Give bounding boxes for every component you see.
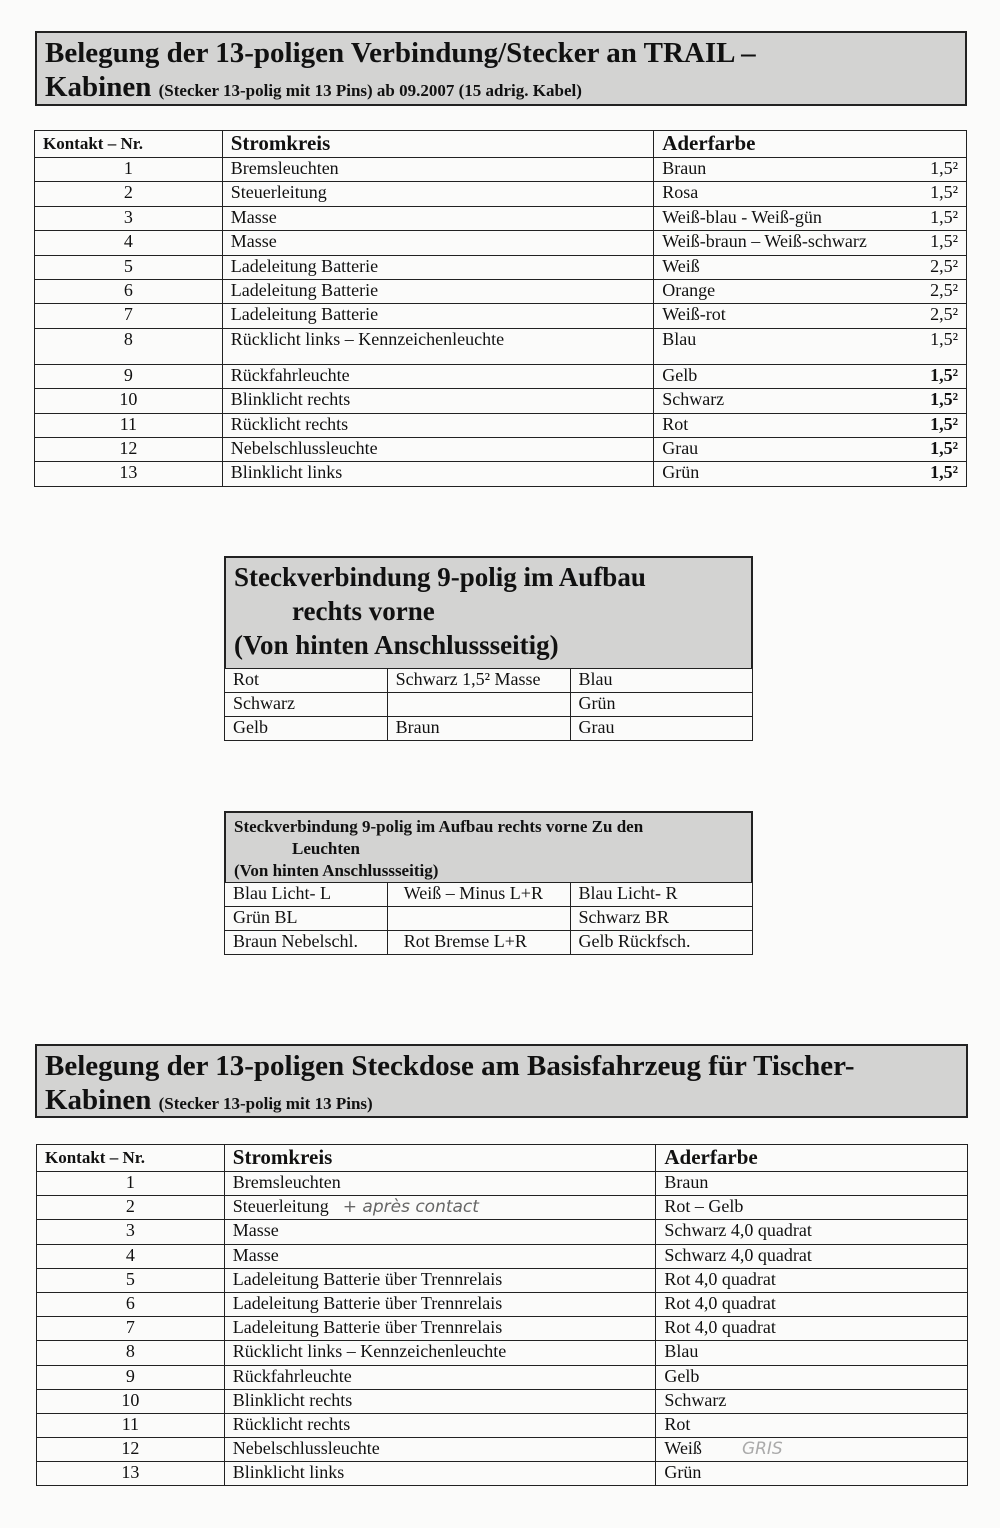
table-row bbox=[35, 462, 967, 486]
table-row bbox=[37, 1317, 968, 1341]
querschnitt-value: 1,5² bbox=[930, 182, 958, 203]
header-kontakt: Kontakt – Nr. bbox=[35, 131, 223, 158]
aderfarbe-cell bbox=[656, 1268, 968, 1292]
table-row bbox=[37, 1365, 968, 1389]
section4-title: Belegung der 13-poligen Steckdose am Basisfahrzeug für Tischer- bbox=[45, 1050, 855, 1082]
table-row bbox=[37, 1438, 968, 1462]
aderfarbe-value: Rosa bbox=[662, 182, 699, 203]
kontakt-nr: 10 bbox=[37, 1389, 225, 1413]
querschnitt-value: 1,5² bbox=[930, 158, 958, 178]
stromkreis-cell bbox=[224, 1413, 656, 1437]
stromkreis-value: Rückfahrleuchte bbox=[232, 1365, 352, 1386]
querschnitt-value: 1,5² bbox=[930, 328, 958, 349]
kontakt-nr: 2 bbox=[37, 1196, 225, 1220]
table-row bbox=[37, 1341, 968, 1365]
stromkreis-cell bbox=[224, 1365, 656, 1389]
stromkreis-cell bbox=[224, 1292, 656, 1316]
table-row bbox=[225, 669, 753, 693]
querschnitt-value: 1,5² bbox=[930, 364, 958, 385]
stromkreis-cell: Masse bbox=[222, 206, 653, 230]
aderfarbe-value: Rot bbox=[664, 1413, 691, 1434]
aderfarbe-value: Grün bbox=[662, 462, 700, 483]
section1-subtitle: (Stecker 13-polig mit 13 Pins) ab 09.2007 (15 adrig. Kabel) bbox=[158, 81, 582, 100]
stromkreis-cell bbox=[224, 1317, 656, 1341]
stromkreis-cell: Ladeleitung Batterie bbox=[222, 255, 653, 279]
aderfarbe-value: Weiß-blau - Weiß-gün bbox=[662, 206, 822, 227]
table-row bbox=[35, 437, 967, 461]
table-row bbox=[225, 883, 753, 907]
handwritten-note: + après contact bbox=[342, 1197, 479, 1218]
table-row bbox=[225, 907, 753, 931]
pin-cell: Blau Licht- L bbox=[225, 883, 388, 907]
section1-table bbox=[34, 130, 967, 487]
aderfarbe-cell bbox=[656, 1438, 968, 1462]
aderfarbe-value: Schwarz bbox=[662, 389, 725, 410]
aderfarbe-value: Rot – Gelb bbox=[664, 1196, 744, 1217]
pin-cell: Schwarz 1,5² Masse bbox=[387, 669, 570, 693]
section1-title-line2: Kabinen bbox=[45, 71, 152, 103]
aderfarbe-cell bbox=[654, 462, 967, 486]
pin-cell: Grün BL bbox=[225, 907, 388, 931]
section3 bbox=[224, 811, 753, 955]
aderfarbe-cell bbox=[656, 1317, 968, 1341]
querschnitt-value: 1,5² bbox=[930, 413, 958, 434]
aderfarbe-value: Blau bbox=[664, 1341, 699, 1362]
querschnitt-value: 1,5² bbox=[930, 437, 958, 458]
header-stromkreis: Stromkreis bbox=[222, 131, 653, 158]
pin-cell: Gelb Rückfsch. bbox=[570, 931, 752, 955]
kontakt-nr: 5 bbox=[35, 255, 223, 279]
stromkreis-cell: Rücklicht rechts bbox=[222, 413, 653, 437]
aderfarbe-cell bbox=[654, 304, 967, 328]
section2 bbox=[224, 556, 753, 741]
querschnitt-value: 1,5² bbox=[930, 206, 958, 227]
stromkreis-value: Steuerleitung bbox=[232, 1196, 329, 1217]
table-row bbox=[35, 328, 967, 364]
stromkreis-cell bbox=[224, 1389, 656, 1413]
stromkreis-cell: Steuerleitung bbox=[222, 182, 653, 206]
pin-cell: Braun bbox=[387, 717, 570, 741]
table-row bbox=[35, 389, 967, 413]
aderfarbe-cell bbox=[656, 1292, 968, 1316]
querschnitt-value: 2,5² bbox=[930, 279, 958, 300]
aderfarbe-value: Braun bbox=[662, 158, 707, 178]
aderfarbe-cell bbox=[654, 206, 967, 230]
stromkreis-value: Blinklicht links bbox=[232, 1462, 345, 1483]
pin-cell bbox=[387, 693, 570, 717]
aderfarbe-cell bbox=[656, 1413, 968, 1437]
stromkreis-value: Rücklicht rechts bbox=[232, 1413, 351, 1434]
aderfarbe-value: Schwarz 4,0 quadrat bbox=[664, 1244, 812, 1265]
aderfarbe-cell bbox=[656, 1244, 968, 1268]
pin-cell: Rot bbox=[225, 669, 388, 693]
stromkreis-value: Masse bbox=[232, 1244, 279, 1265]
stromkreis-value: Rücklicht links – Kennzeichenleuchte bbox=[232, 1341, 507, 1362]
pin-cell: Weiß – Minus L+R bbox=[387, 883, 570, 907]
stromkreis-value: Bremsleuchten bbox=[232, 1172, 341, 1192]
header-stromkreis: Stromkreis bbox=[224, 1145, 656, 1172]
stromkreis-cell: Masse bbox=[222, 231, 653, 255]
pin-cell: Rot Bremse L+R bbox=[387, 931, 570, 955]
section3-title-box bbox=[224, 811, 753, 882]
stromkreis-cell bbox=[224, 1172, 656, 1196]
header-kontakt: Kontakt – Nr. bbox=[37, 1145, 225, 1172]
pin-cell: Grün bbox=[570, 693, 752, 717]
kontakt-nr: 13 bbox=[35, 462, 223, 486]
kontakt-nr: 12 bbox=[35, 437, 223, 461]
table-row bbox=[35, 231, 967, 255]
section3-title-l3: (Von hinten Anschlussseitig) bbox=[234, 861, 439, 880]
pin-cell: Grau bbox=[570, 717, 752, 741]
kontakt-nr: 6 bbox=[35, 279, 223, 303]
kontakt-nr: 13 bbox=[37, 1462, 225, 1486]
kontakt-nr: 4 bbox=[37, 1244, 225, 1268]
table-row bbox=[35, 206, 967, 230]
pin-cell: Braun Nebelschl. bbox=[225, 931, 388, 955]
kontakt-nr: 7 bbox=[35, 304, 223, 328]
pin-cell: Blau Licht- R bbox=[570, 883, 752, 907]
querschnitt-value: 2,5² bbox=[930, 304, 958, 325]
table-row bbox=[225, 693, 753, 717]
kontakt-nr: 9 bbox=[37, 1365, 225, 1389]
querschnitt-value: 2,5² bbox=[930, 255, 958, 276]
stromkreis-value: Masse bbox=[232, 1220, 279, 1241]
stromkreis-cell: Ladeleitung Batterie bbox=[222, 304, 653, 328]
stromkreis-cell: Bremsleuchten bbox=[222, 158, 653, 182]
table-row bbox=[35, 158, 967, 182]
table-row bbox=[35, 279, 967, 303]
stromkreis-cell: Rücklicht links – Kennzeichenleuchte bbox=[222, 328, 653, 364]
querschnitt-value: 1,5² bbox=[930, 389, 958, 410]
pin-cell: Schwarz BR bbox=[570, 907, 752, 931]
handwritten-note-2: GRIS bbox=[741, 1439, 783, 1460]
table-row bbox=[37, 1413, 968, 1437]
table-row bbox=[37, 1220, 968, 1244]
aderfarbe-cell bbox=[656, 1196, 968, 1220]
stromkreis-value: Ladeleitung Batterie über Trennrelais bbox=[232, 1292, 503, 1313]
kontakt-nr: 7 bbox=[37, 1317, 225, 1341]
stromkreis-cell bbox=[224, 1220, 656, 1244]
kontakt-nr: 6 bbox=[37, 1292, 225, 1316]
kontakt-nr: 1 bbox=[35, 158, 223, 182]
aderfarbe-value: Rot 4,0 quadrat bbox=[664, 1292, 776, 1313]
aderfarbe-value: Weiß bbox=[662, 255, 700, 276]
stromkreis-cell: Rückfahrleuchte bbox=[222, 364, 653, 388]
header-aderfarbe: Aderfarbe bbox=[654, 131, 967, 158]
section4-subtitle: (Stecker 13-polig mit 13 Pins) bbox=[158, 1094, 373, 1113]
aderfarbe-cell bbox=[654, 279, 967, 303]
header-aderfarbe: Aderfarbe bbox=[656, 1145, 968, 1172]
aderfarbe-cell bbox=[656, 1389, 968, 1413]
aderfarbe-value: Weiß-rot bbox=[662, 304, 726, 325]
table-row bbox=[37, 1172, 968, 1196]
stromkreis-value: Blinklicht rechts bbox=[232, 1389, 353, 1410]
section2-title-l1: Steckverbindung 9-polig im Aufbau bbox=[234, 562, 646, 592]
section4-title-line2: Kabinen bbox=[45, 1084, 152, 1116]
pin-cell: Gelb bbox=[225, 717, 388, 741]
aderfarbe-value: Weiß-braun – Weiß-schwarz bbox=[662, 231, 867, 252]
aderfarbe-cell bbox=[656, 1365, 968, 1389]
aderfarbe-value: Rot bbox=[662, 413, 689, 434]
stromkreis-cell bbox=[224, 1462, 656, 1486]
pin-cell bbox=[387, 907, 570, 931]
stromkreis-cell: Ladeleitung Batterie bbox=[222, 279, 653, 303]
aderfarbe-value: Gelb bbox=[664, 1365, 700, 1386]
kontakt-nr: 2 bbox=[35, 182, 223, 206]
kontakt-nr: 9 bbox=[35, 364, 223, 388]
table-row bbox=[35, 413, 967, 437]
stromkreis-value: Ladeleitung Batterie über Trennrelais bbox=[232, 1317, 503, 1338]
aderfarbe-value: Rot 4,0 quadrat bbox=[664, 1268, 776, 1289]
pin-cell: Blau bbox=[570, 669, 752, 693]
aderfarbe-value: Braun bbox=[664, 1172, 709, 1192]
section3-title-l2: Leuchten bbox=[292, 839, 360, 858]
table-row bbox=[225, 717, 753, 741]
table-row bbox=[35, 304, 967, 328]
table-row bbox=[37, 1462, 968, 1486]
aderfarbe-value: Weiß bbox=[664, 1438, 702, 1459]
aderfarbe-value: Schwarz 4,0 quadrat bbox=[664, 1220, 812, 1241]
aderfarbe-cell bbox=[656, 1220, 968, 1244]
aderfarbe-cell bbox=[656, 1341, 968, 1365]
section4-title-box bbox=[35, 1044, 968, 1118]
querschnitt-value: 1,5² bbox=[930, 231, 958, 252]
aderfarbe-cell bbox=[654, 413, 967, 437]
section2-title-l3: (Von hinten Anschlussseitig) bbox=[234, 630, 559, 660]
kontakt-nr: 3 bbox=[37, 1220, 225, 1244]
aderfarbe-value: Rot 4,0 quadrat bbox=[664, 1317, 776, 1338]
aderfarbe-value: Blau bbox=[662, 328, 697, 349]
table-row bbox=[37, 1268, 968, 1292]
aderfarbe-cell bbox=[654, 158, 967, 182]
section3-title-l1: Steckverbindung 9-polig im Aufbau rechts vorne Zu den bbox=[234, 817, 644, 836]
stromkreis-cell: Blinklicht links bbox=[222, 462, 653, 486]
aderfarbe-cell bbox=[654, 389, 967, 413]
querschnitt-value: 1,5² bbox=[930, 462, 958, 483]
table-row bbox=[37, 1244, 968, 1268]
aderfarbe-cell bbox=[654, 364, 967, 388]
kontakt-nr: 3 bbox=[35, 206, 223, 230]
stromkreis-cell bbox=[224, 1196, 656, 1220]
aderfarbe-cell bbox=[654, 255, 967, 279]
stromkreis-cell: Nebelschlussleuchte bbox=[222, 437, 653, 461]
section2-title-box bbox=[224, 556, 753, 668]
table-row bbox=[35, 364, 967, 388]
aderfarbe-value: Gelb bbox=[662, 364, 698, 385]
stromkreis-cell bbox=[224, 1438, 656, 1462]
kontakt-nr: 8 bbox=[37, 1341, 225, 1365]
table-row bbox=[37, 1292, 968, 1316]
kontakt-nr: 1 bbox=[37, 1172, 225, 1196]
kontakt-nr: 10 bbox=[35, 389, 223, 413]
stromkreis-value: Ladeleitung Batterie über Trennrelais bbox=[232, 1268, 503, 1289]
kontakt-nr: 5 bbox=[37, 1268, 225, 1292]
aderfarbe-value: Schwarz bbox=[664, 1389, 727, 1410]
kontakt-nr: 4 bbox=[35, 231, 223, 255]
stromkreis-value: Nebelschlussleuchte bbox=[232, 1438, 380, 1459]
stromkreis-cell bbox=[224, 1244, 656, 1268]
section1-title-box bbox=[35, 31, 967, 106]
stromkreis-cell bbox=[224, 1341, 656, 1365]
pin-cell: Schwarz bbox=[225, 693, 388, 717]
aderfarbe-cell bbox=[654, 231, 967, 255]
section2-table bbox=[224, 668, 753, 741]
table-row bbox=[35, 255, 967, 279]
aderfarbe-cell bbox=[656, 1462, 968, 1486]
aderfarbe-cell bbox=[654, 328, 967, 364]
stromkreis-cell bbox=[224, 1268, 656, 1292]
table-row bbox=[35, 182, 967, 206]
section1-title: Belegung der 13-poligen Verbindung/Stecker an TRAIL – bbox=[45, 37, 756, 69]
section3-table bbox=[224, 882, 753, 955]
table-row bbox=[37, 1196, 968, 1220]
kontakt-nr: 12 bbox=[37, 1438, 225, 1462]
section2-title-l2: rechts vorne bbox=[292, 596, 435, 626]
aderfarbe-cell bbox=[654, 437, 967, 461]
table-row bbox=[225, 931, 753, 955]
stromkreis-cell: Blinklicht rechts bbox=[222, 389, 653, 413]
table-row bbox=[37, 1389, 968, 1413]
kontakt-nr: 8 bbox=[35, 328, 223, 364]
aderfarbe-cell bbox=[656, 1172, 968, 1196]
aderfarbe-value: Grün bbox=[664, 1462, 702, 1483]
aderfarbe-value: Grau bbox=[662, 437, 699, 458]
kontakt-nr: 11 bbox=[35, 413, 223, 437]
kontakt-nr: 11 bbox=[37, 1413, 225, 1437]
aderfarbe-value: Orange bbox=[662, 279, 716, 300]
section4-table bbox=[36, 1144, 968, 1486]
aderfarbe-cell bbox=[654, 182, 967, 206]
